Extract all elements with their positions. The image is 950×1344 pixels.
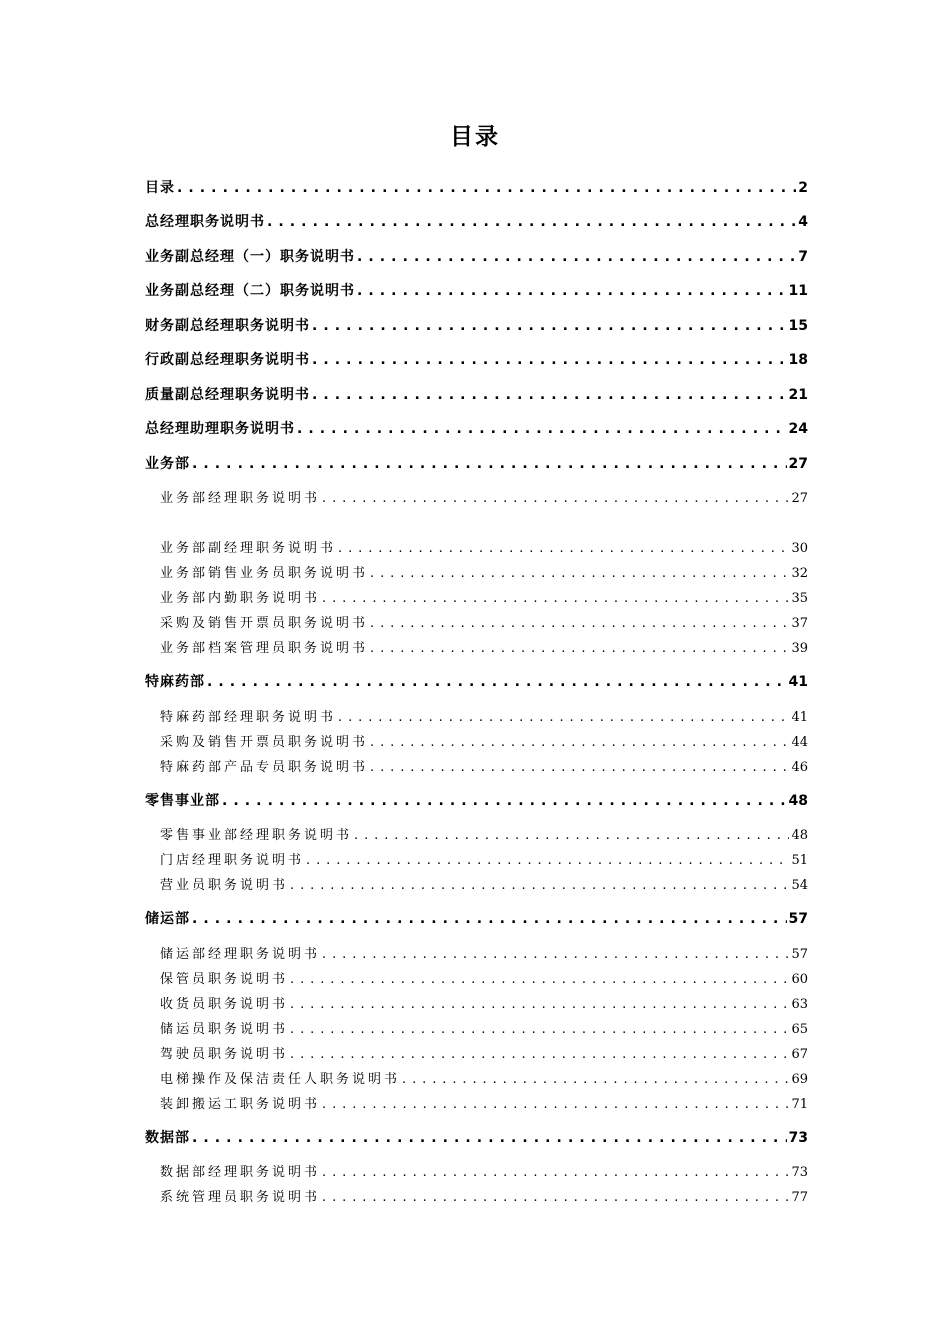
toc-title: 目录 — [450, 124, 500, 150]
toc-entry[interactable] — [145, 453, 808, 473]
toc-entry-label: 装卸搬运工职务说明书 — [160, 1097, 321, 1112]
toc-entry-page: 21 — [788, 387, 808, 403]
toc-entry-page: 7 — [798, 249, 808, 265]
toc-entry-page: 4 — [798, 214, 808, 230]
toc-entry-label: 收货员职务说明书 — [160, 997, 289, 1012]
dot-leader — [357, 283, 787, 299]
toc-entry-label: 业务部经理职务说明书 — [160, 491, 321, 506]
toc-subentry[interactable] — [160, 993, 808, 1012]
toc-entry-label: 业务副总经理（二）职务说明书 — [145, 283, 355, 299]
toc-entry-page: 69 — [791, 1072, 808, 1087]
toc-entry-page: 54 — [791, 878, 808, 893]
toc-entry[interactable] — [145, 315, 808, 335]
toc-entry-page: 71 — [791, 1097, 808, 1112]
toc-entry[interactable] — [145, 280, 808, 300]
toc-entry-page: 60 — [791, 972, 808, 987]
toc-entry-page: 2 — [798, 180, 808, 196]
dot-leader — [222, 793, 787, 809]
toc-entry-label: 零售事业部经理职务说明书 — [160, 828, 353, 843]
toc-subentry[interactable] — [160, 1093, 808, 1112]
dot-leader — [312, 352, 787, 368]
toc-subentry[interactable] — [160, 968, 808, 987]
toc-subentry[interactable] — [160, 874, 808, 893]
toc-subentry[interactable] — [160, 587, 808, 606]
toc-entry-label: 业务部档案管理员职务说明书 — [160, 641, 369, 656]
toc-entry-label: 目录 — [145, 180, 175, 196]
dot-leader — [322, 947, 789, 962]
toc-entry-label: 业务部销售业务员职务说明书 — [160, 566, 369, 581]
toc-entry-label: 财务副总经理职务说明书 — [145, 318, 310, 334]
toc-entry-page: 15 — [788, 318, 808, 334]
toc-subentry[interactable] — [160, 706, 808, 725]
dot-leader — [290, 972, 789, 987]
toc-subentry[interactable] — [160, 1186, 808, 1205]
toc-entry[interactable] — [145, 177, 808, 197]
toc-entry-page: 65 — [791, 1022, 808, 1037]
dot-leader — [290, 1047, 789, 1062]
toc-entry-label: 总经理助理职务说明书 — [145, 421, 295, 437]
toc-entry[interactable] — [145, 384, 808, 404]
toc-entry[interactable] — [145, 349, 808, 369]
toc-entry-page: 24 — [788, 421, 808, 437]
dot-leader — [192, 1130, 787, 1146]
dot-leader — [192, 911, 787, 927]
toc-subentry[interactable] — [160, 824, 808, 843]
toc-subentry[interactable] — [160, 849, 808, 868]
toc-entry-page: 39 — [791, 641, 808, 656]
toc-entry-label: 驾驶员职务说明书 — [160, 1047, 289, 1062]
toc-entry-page: 35 — [791, 591, 808, 606]
dot-leader — [306, 853, 789, 868]
toc-entry-page: 48 — [791, 828, 808, 843]
toc-subentry[interactable] — [160, 1043, 808, 1062]
toc-subentry[interactable] — [160, 1161, 808, 1180]
dot-leader — [338, 710, 789, 725]
toc-entry-page: 37 — [791, 616, 808, 631]
toc-entry-label: 特麻药部产品专员职务说明书 — [160, 760, 369, 775]
toc-entry-label: 业务副总经理（一）职务说明书 — [145, 249, 355, 265]
toc-entry-page: 18 — [788, 352, 808, 368]
dot-leader — [290, 878, 789, 893]
toc-entry-label: 特麻药部 — [145, 674, 205, 690]
toc-entry-page: 30 — [791, 541, 808, 556]
toc-entry-label: 业务部副经理职务说明书 — [160, 541, 337, 556]
dot-leader — [267, 214, 796, 230]
toc-entry-label: 门店经理职务说明书 — [160, 853, 305, 868]
toc-entry[interactable] — [145, 671, 808, 691]
dot-leader — [322, 1097, 789, 1112]
toc-entry-label: 质量副总经理职务说明书 — [145, 387, 310, 403]
toc-subentry[interactable] — [160, 731, 808, 750]
dot-leader — [370, 760, 789, 775]
toc-entry-page: 48 — [788, 793, 808, 809]
toc-entry-label: 储运员职务说明书 — [160, 1022, 289, 1037]
toc-entry-label: 采购及销售开票员职务说明书 — [160, 735, 369, 750]
toc-entry[interactable] — [145, 418, 808, 438]
toc-entry-label: 营业员职务说明书 — [160, 878, 289, 893]
dot-leader — [357, 249, 796, 265]
toc-entry-page: 44 — [791, 735, 808, 750]
toc-entry-label: 电梯操作及保洁责任人职务说明书 — [160, 1072, 401, 1087]
dot-leader — [322, 591, 789, 606]
toc-entry-label: 数据部 — [145, 1130, 190, 1146]
dot-leader — [354, 828, 789, 843]
toc-entry-page: 57 — [791, 947, 808, 962]
toc-entry[interactable] — [145, 246, 808, 266]
toc-entry-label: 储运部经理职务说明书 — [160, 947, 321, 962]
toc-entry-label: 采购及销售开票员职务说明书 — [160, 616, 369, 631]
dot-leader — [290, 1022, 789, 1037]
toc-entry-label: 数据部经理职务说明书 — [160, 1165, 321, 1180]
toc-entry-page: 11 — [788, 283, 808, 299]
toc-entry-page: 73 — [788, 1130, 808, 1146]
toc-entry-page: 73 — [791, 1165, 808, 1180]
toc-entry-label: 总经理职务说明书 — [145, 214, 265, 230]
toc-entry-label: 业务部 — [145, 456, 190, 472]
toc-entry[interactable] — [145, 1127, 808, 1147]
toc-entry-label: 行政副总经理职务说明书 — [145, 352, 310, 368]
dot-leader — [370, 566, 789, 581]
dot-leader — [312, 318, 787, 334]
toc-entry-page: 46 — [791, 760, 808, 775]
toc-entry[interactable] — [145, 211, 808, 231]
toc-entry-page: 32 — [791, 566, 808, 581]
toc-entry-label: 特麻药部经理职务说明书 — [160, 710, 337, 725]
dot-leader — [338, 541, 789, 556]
toc-entry-page: 41 — [791, 710, 808, 725]
dot-leader — [370, 735, 789, 750]
dot-leader — [177, 180, 796, 196]
dot-leader — [312, 387, 787, 403]
toc-subentry[interactable] — [160, 1068, 808, 1087]
dot-leader — [192, 456, 787, 472]
toc-entry-label: 保管员职务说明书 — [160, 972, 289, 987]
dot-leader — [370, 641, 789, 656]
dot-leader — [207, 674, 787, 690]
toc-entry-page: 57 — [788, 911, 808, 927]
toc-entry-page: 41 — [788, 674, 808, 690]
toc-subentry[interactable] — [160, 612, 808, 631]
dot-leader — [370, 616, 789, 631]
toc-entry-page: 77 — [791, 1190, 808, 1205]
toc-entry-label: 系统管理员职务说明书 — [160, 1190, 321, 1205]
toc-entry-page: 67 — [791, 1047, 808, 1062]
toc-entry-label: 储运部 — [145, 911, 190, 927]
toc-subentry[interactable] — [160, 487, 808, 506]
toc-entry-label: 零售事业部 — [145, 793, 220, 809]
toc-entry-page: 27 — [791, 491, 808, 506]
dot-leader — [322, 491, 789, 506]
toc-entry-page: 51 — [791, 853, 808, 868]
dot-leader — [402, 1072, 789, 1087]
toc-subentry[interactable] — [160, 637, 808, 656]
dot-leader — [297, 421, 787, 437]
toc-entry[interactable] — [145, 908, 808, 928]
dot-leader — [322, 1165, 789, 1180]
toc-entry-label: 业务部内勤职务说明书 — [160, 591, 321, 606]
dot-leader — [322, 1190, 789, 1205]
toc-subentry[interactable] — [160, 537, 808, 556]
toc-subentry[interactable] — [160, 943, 808, 962]
toc-entry-page: 27 — [788, 456, 808, 472]
dot-leader — [290, 997, 789, 1012]
toc-subentry[interactable] — [160, 562, 808, 581]
toc-subentry[interactable] — [160, 756, 808, 775]
toc-entry-page: 63 — [791, 997, 808, 1012]
toc-entry[interactable] — [145, 790, 808, 810]
toc-subentry[interactable] — [160, 1018, 808, 1037]
